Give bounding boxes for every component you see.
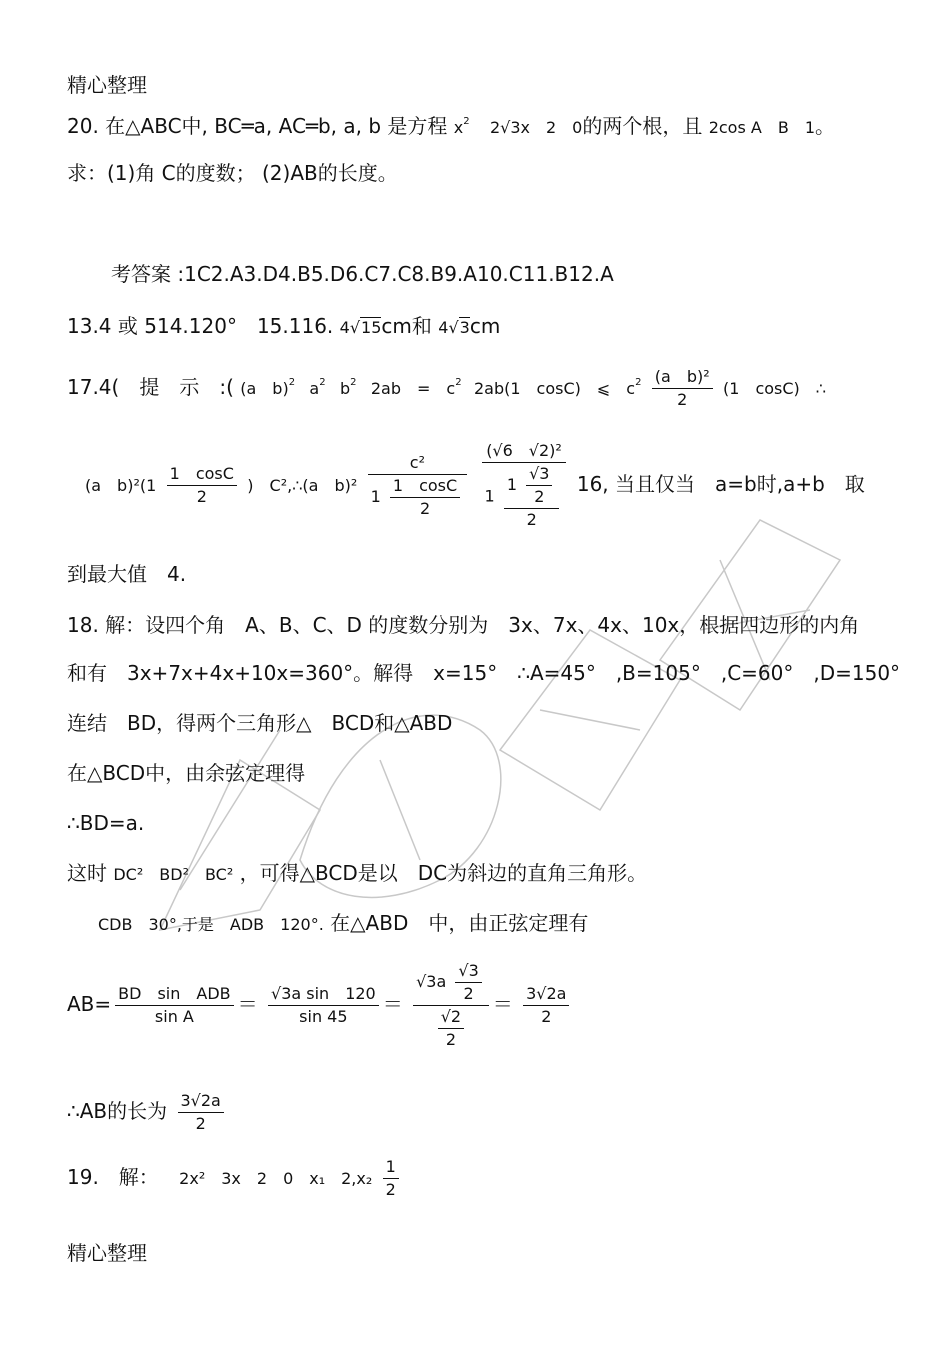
l17-s2: 2	[319, 377, 326, 388]
l18g-t1: CDB 30°,于是 ADB 120°.	[98, 915, 324, 934]
answer-18-line-2: 和有 3x+7x+4x+10x=360°。解得 x=15° ∴A=45° ,B=105° ,C=60° ,D=150°	[67, 661, 901, 685]
answer-18-line-1: 18. 解：设四个角 A、B、C、D 的度数分别为 3x、7x、4x、10x，根据四边形的内角	[67, 613, 860, 637]
abl-text: ∴AB的长为	[67, 1099, 168, 1123]
question-20-line-2: 求：(1)角 C的度数； (2)AB的长度。	[67, 161, 398, 185]
l18g-t2: 在△ABD 中，由正弦定理有	[330, 911, 589, 935]
q20-var: x	[453, 118, 464, 137]
l17-s1: 2	[288, 377, 296, 388]
l18f-t1: 这时	[67, 861, 107, 885]
l13-coef2: 4	[438, 318, 449, 337]
answer-19-line	[67, 1156, 403, 1201]
l18f-eq: DC² BD² BC²	[113, 865, 234, 884]
l17-s3: 2	[350, 377, 357, 388]
l17-text: 17.4( 提 示 :(	[67, 375, 234, 399]
l13-unit: cm和	[381, 314, 432, 338]
q20-text2: 的两个根，且	[582, 114, 703, 138]
l17-t3: b	[339, 379, 351, 398]
answer-18-line-6	[67, 861, 647, 887]
ab-frac2: $\frac{\text{√3a sin 120}}{\sin 45}$	[268, 983, 379, 1028]
question-20-line-1	[67, 114, 835, 143]
l17-t1: (a b)	[240, 379, 289, 398]
ab-frac3: √3a $\frac{√3}{2}$ $\frac{√2}{2}$	[413, 960, 489, 1051]
l19-eq: 2x² 3x 2 0 x₁ 2,x₂	[179, 1169, 373, 1188]
q20-condition: 2cos A B 1	[708, 118, 815, 137]
l13-unit2: cm	[469, 314, 501, 338]
l17-t5: 2ab(1 cosC) ⩽ c	[473, 379, 636, 398]
ab-formula	[67, 960, 573, 1051]
l13-text: 13.4 或 514.120° 15.116.	[67, 314, 334, 338]
answer-18-line-7	[98, 911, 588, 937]
l17b-t3: 16, 当且仅当 a=b时,a+b 取	[576, 472, 865, 496]
l18f-t2: ，可得△BCD是以 DC为斜边的直角三角形。	[239, 861, 648, 885]
page-header: 精心整理	[67, 73, 147, 97]
l17b-t1: (a b)²(1	[85, 476, 157, 495]
q20-equation: 2√3x 2 0	[489, 118, 583, 137]
l17-s4: 2	[455, 377, 462, 388]
answer-key: 考答案 :1C2.A3.D4.B5.D6.C7.C8.B9.A10.C11.B12.A	[111, 262, 614, 286]
q20-text: 20. 在△ABC中, BC═a, AC═b, a, b 是方程	[67, 114, 448, 138]
answer-17-line-3: 到最大值 4.	[67, 562, 187, 586]
ab-label: AB=	[67, 992, 112, 1016]
answer-18-line-5: ∴BD=a.	[67, 811, 145, 835]
answer-18-line-3: 连结 BD，得两个三角形△ BCD和△ABD	[67, 711, 453, 735]
l17b-frac1: $\frac{1 \cos C}{2}$	[167, 463, 237, 508]
answer-13-16: 13.4 或 514.120° 15.116. 4√15cm和 4√3cm	[67, 314, 501, 338]
answer-17-line-2	[85, 440, 865, 531]
l17-t6: (1 cosC) ∴	[723, 379, 826, 398]
answer-18-line-4: 在△BCD中，由余弦定理得	[67, 761, 306, 785]
l19-text: 19. 解：	[67, 1165, 159, 1189]
l13-rad1: 15	[361, 318, 382, 337]
l17-t2: a	[309, 379, 320, 398]
l13-coef1: 4	[339, 318, 350, 337]
l19-frac: $\frac{1}{2}$	[383, 1156, 399, 1201]
q20-sup: 2	[463, 116, 470, 127]
ab-eq1: ＝	[237, 992, 258, 1016]
ab-frac4: $\frac{3√2a}{2}$	[523, 983, 569, 1028]
l17b-frac3: (√6 √2)² 1 1 $\frac{√3}{2}$ 2	[482, 440, 567, 531]
ab-eq3: ＝	[492, 992, 513, 1016]
l17-s5: 2	[635, 377, 642, 388]
l17-t4: 2ab = c	[370, 379, 456, 398]
q20-period: 。	[815, 114, 835, 138]
ab-length-line	[67, 1090, 228, 1135]
l17-fraction: $\frac{\text{(a b)²}}{2}$	[652, 366, 713, 411]
answer-17-line-1	[67, 366, 826, 411]
ab-eq2: ＝	[382, 992, 403, 1016]
l17b-frac2: c² 1 $\frac{1 \cos C}{2}$	[368, 452, 468, 520]
l13-rad2: 3	[459, 318, 470, 337]
ab-frac1: $\frac{\text{BD sin ADB}}{\text{sin A}}$	[115, 983, 233, 1028]
abl-frac: $\frac{3√2a}{2}$	[178, 1090, 224, 1135]
l17b-t2: ) C²,∴(a b)²	[247, 476, 358, 495]
page-footer: 精心整理	[67, 1241, 147, 1265]
